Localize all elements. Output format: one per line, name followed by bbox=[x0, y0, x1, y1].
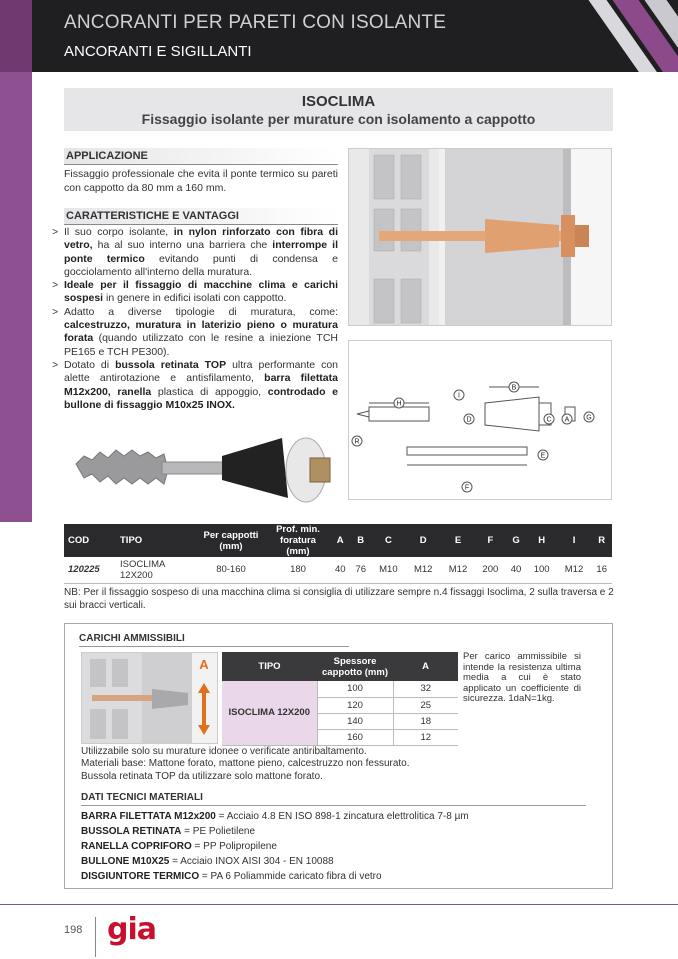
list-item bbox=[52, 359, 338, 412]
bullet-marker: > bbox=[52, 358, 59, 371]
col-header: D bbox=[406, 524, 441, 557]
table-cell: 160 bbox=[317, 729, 393, 745]
carichi-header-row bbox=[222, 652, 458, 681]
applicazione-text: Fissaggio professionale che evita il ponte termico su pareti con cappotto da 80 mm a 160 mm. bbox=[64, 168, 338, 194]
table-cell: M12 bbox=[557, 557, 592, 583]
product-photo bbox=[72, 424, 342, 514]
material-label: BARRA FILETTATA M12x200 bbox=[81, 811, 216, 822]
material-value: = PA 6 Poliammide caricato fibra di vetro bbox=[199, 871, 382, 882]
carichi-line: Materiali base: Mattone forato, mattone pieno, calcestruzzo non fessurato. bbox=[81, 758, 410, 770]
item-bold: barra filettata M12x200, ranella bbox=[64, 372, 338, 398]
table-cell: 100 bbox=[317, 681, 393, 697]
item-bold: in nylon rinforzato con fibra di vetro, bbox=[64, 226, 338, 252]
table-cell: 25 bbox=[393, 697, 458, 713]
item-bold: Ideale per il fissaggio di macchine clima e carichi sospesi bbox=[64, 279, 338, 305]
list-item bbox=[52, 226, 338, 279]
list-item bbox=[81, 869, 601, 884]
table-cell: 32 bbox=[393, 681, 458, 697]
product-tagline: Fissaggio isolante per murature con isolamento a cappotto bbox=[141, 111, 536, 127]
material-label: BULLONE M10X25 bbox=[81, 856, 170, 867]
item-text: ha al suo interno una barriera che bbox=[92, 239, 273, 252]
bullet-marker: > bbox=[52, 305, 59, 318]
item-bold: controdado e bullone di fissaggio M10x25 INOX. bbox=[64, 385, 338, 411]
table-cell: M12 bbox=[406, 557, 441, 583]
table-cell: 80-160 bbox=[196, 557, 266, 583]
col-header: COD bbox=[64, 524, 116, 557]
list-item bbox=[52, 306, 338, 359]
product-title-box bbox=[64, 88, 613, 131]
list-item bbox=[52, 279, 338, 306]
item-text: in genere in edifici isolati con cappotto. bbox=[103, 292, 287, 305]
carichi-note: Per carico ammissibile si intende la resistenza ultima media a cui è stato applicato un coefficiente di sicurezza. 1daN=1kg. bbox=[463, 651, 581, 705]
col-header: Prof. min. foratura (mm) bbox=[266, 524, 330, 557]
carichi-table bbox=[222, 652, 458, 746]
col-header: Spessore cappotto (mm) bbox=[317, 652, 393, 681]
header-subtitle: ANCORANTI E SIGILLANTI bbox=[64, 43, 252, 60]
material-label: BUSSOLA RETINATA bbox=[81, 826, 182, 837]
list-item bbox=[81, 809, 601, 824]
table-cell: 180 bbox=[266, 557, 330, 583]
table-cell: M10 bbox=[371, 557, 406, 583]
caratteristiche-list bbox=[52, 226, 338, 412]
drawing-label-r: R bbox=[354, 438, 360, 446]
material-value: = Acciaio 4.8 EN ISO 898-1 zincatura elettrolitica 7-8 µm bbox=[215, 811, 469, 822]
table-cell: 40 bbox=[505, 557, 526, 583]
table-row bbox=[222, 681, 458, 697]
material-label: DISGIUNTORE TERMICO bbox=[81, 871, 200, 882]
table-cell: 100 bbox=[527, 557, 557, 583]
table-row bbox=[64, 557, 612, 583]
footer-separator bbox=[95, 917, 96, 957]
col-header: A bbox=[330, 524, 350, 557]
page-number: 198 bbox=[64, 924, 83, 936]
drawing-label-d: D bbox=[466, 416, 472, 424]
drawing-label-f: F bbox=[464, 484, 470, 492]
dati-tecnici-heading: DATI TECNICI MATERIALI bbox=[81, 792, 586, 806]
drawing-label-e: E bbox=[540, 452, 546, 460]
col-header: E bbox=[441, 524, 476, 557]
col-header: H bbox=[527, 524, 557, 557]
material-value: = PE Polietilene bbox=[181, 826, 256, 837]
cell-tipo: ISOCLIMA 12X200 bbox=[116, 557, 196, 583]
carichi-heading: CARICHI AMMISSIBILI bbox=[79, 633, 349, 647]
item-text: (quando utilizzato con le resine a iniezione TCH PE165 e TCH PE300). bbox=[64, 332, 338, 358]
drawing-label-b: B bbox=[511, 384, 517, 392]
item-text: Il suo corpo isolante, bbox=[64, 226, 174, 238]
drawing-label-i: I bbox=[458, 392, 460, 400]
bullet-marker: > bbox=[52, 279, 59, 292]
spec-table bbox=[64, 524, 612, 584]
cell-cod: 120225 bbox=[64, 557, 116, 583]
list-item bbox=[81, 839, 601, 854]
col-header: Per cappotti (mm) bbox=[196, 524, 266, 557]
carichi-line: Utilizzabile solo su murature idonee o verificate antiribaltamento. bbox=[81, 746, 367, 757]
material-value: = PP Polipropilene bbox=[191, 841, 277, 852]
drawing-label-g: G bbox=[586, 414, 592, 422]
col-header: TIPO bbox=[116, 524, 196, 557]
col-header: C bbox=[371, 524, 406, 557]
carichi-line: Bussola retinata TOP da utilizzare solo mattone forato. bbox=[81, 770, 323, 782]
product-name: ISOCLIMA bbox=[301, 93, 376, 110]
col-header: R bbox=[591, 524, 612, 557]
table-cell: 16 bbox=[591, 557, 612, 583]
applicazione-heading: APPLICAZIONE bbox=[64, 148, 338, 165]
cell-tipo: ISOCLIMA 12X200 bbox=[222, 681, 317, 745]
table-cell: 140 bbox=[317, 713, 393, 729]
item-text: Adatto a diverse tipologie di muratura, come: bbox=[64, 305, 338, 318]
table-cell: 12 bbox=[393, 729, 458, 745]
material-label: RANELLA COPRIFORO bbox=[81, 841, 192, 852]
col-header: I bbox=[557, 524, 592, 557]
drawing-label-c: C bbox=[546, 416, 552, 424]
list-item bbox=[81, 824, 601, 839]
col-header: TIPO bbox=[222, 652, 317, 681]
header-title: ANCORANTI PER PARETI CON ISOLANTE bbox=[64, 12, 447, 33]
table-cell: 40 bbox=[330, 557, 350, 583]
table-cell: 200 bbox=[475, 557, 505, 583]
col-header: G bbox=[505, 524, 526, 557]
table-cell: 120 bbox=[317, 697, 393, 713]
item-text: plastica di appoggio, bbox=[151, 385, 268, 398]
list-item bbox=[81, 854, 601, 869]
item-text: Dotato di bbox=[64, 358, 116, 371]
table-cell: 76 bbox=[350, 557, 370, 583]
installation-image bbox=[348, 148, 612, 326]
side-accent-bar bbox=[0, 0, 32, 522]
footer-divider bbox=[0, 904, 678, 905]
drawing-label-a: A bbox=[564, 416, 570, 424]
table-cell: 18 bbox=[393, 713, 458, 729]
load-arrow-label: A bbox=[199, 657, 209, 672]
brand-logo: gia bbox=[107, 912, 157, 947]
dati-tecnici-list bbox=[81, 809, 601, 884]
carichi-image bbox=[81, 652, 218, 744]
col-header: B bbox=[350, 524, 370, 557]
material-value: = Acciaio INOX AISI 304 - EN 10088 bbox=[169, 856, 334, 867]
spec-header-row bbox=[64, 524, 612, 557]
item-bold: calcestruzzo, muratura in laterizio pieno o muratura forata bbox=[64, 319, 338, 345]
item-bold: bussola retinata TOP bbox=[115, 358, 227, 371]
nb-note: NB: Per il fissaggio sospeso di una macchina clima si consiglia di utilizzare sempre n.4 fissaggi Isoclima, 2 sulla traversa e 2 sui bracci verticali. bbox=[64, 587, 614, 611]
bullet-marker: > bbox=[52, 226, 59, 238]
side-accent-top bbox=[0, 0, 32, 72]
technical-drawing bbox=[348, 340, 612, 500]
item-bold: interrompe il ponte termico bbox=[64, 239, 338, 265]
page-header bbox=[32, 0, 678, 72]
caratteristiche-heading: CARATTERISTICHE E VANTAGGI bbox=[64, 208, 338, 225]
col-header: A bbox=[393, 652, 458, 681]
item-text: ultra performante con alette antirotazione e antisfilamento, bbox=[64, 358, 339, 385]
item-text: evitando punti di condensa e gocciolamento all'interno della muratura. bbox=[64, 252, 338, 278]
carichi-lines bbox=[81, 746, 541, 783]
table-cell: M12 bbox=[441, 557, 476, 583]
carichi-box bbox=[64, 623, 613, 889]
col-header: F bbox=[475, 524, 505, 557]
drawing-label-h: H bbox=[396, 400, 402, 408]
